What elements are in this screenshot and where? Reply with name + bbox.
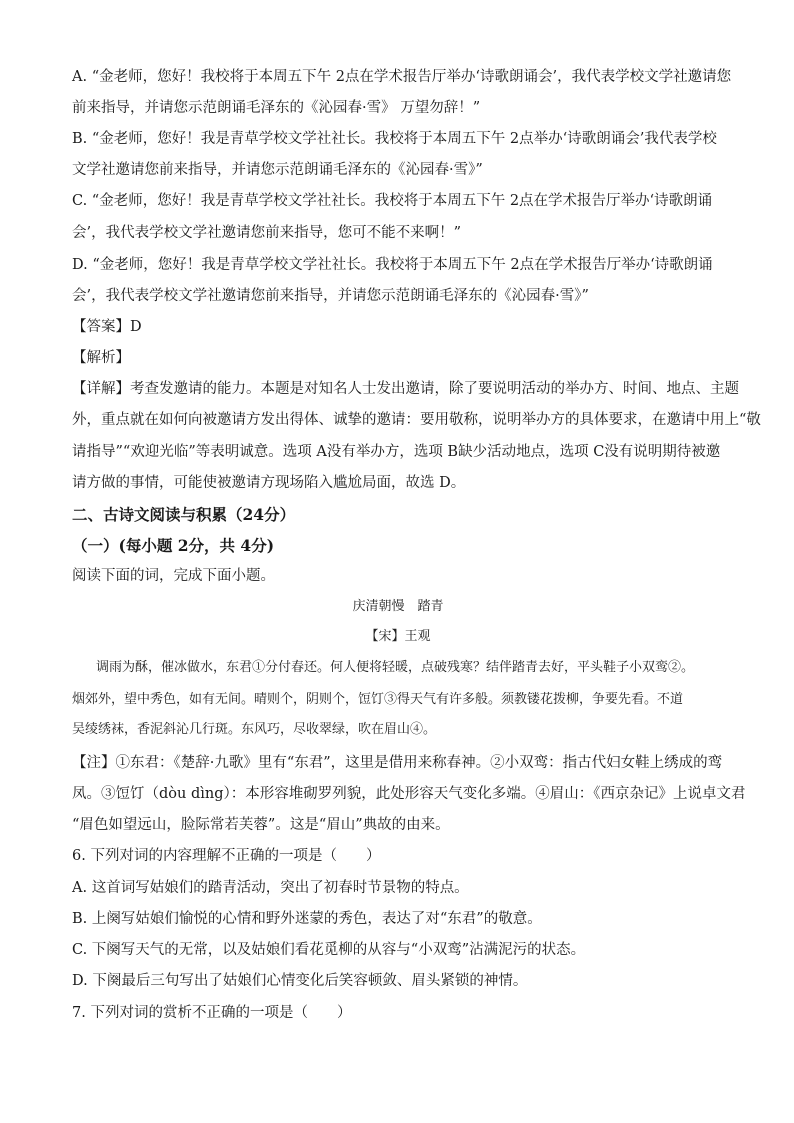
option-b-line-2: 文学社邀请您前来指导，并请您示范朗诵毛泽东的《沁园春·雪》” [72,162,483,178]
option-c-line-2: 会’，我代表学校文学社邀请您前来指导，您可不能不来啊！” [72,225,462,241]
option-c-line-1: C. “金老师，您好！我是青草学校文学社社长。我校将于本周五下午 2点在学术报告厅举办‘诗歌朗诵 [72,193,713,209]
option-a-line-1: A. “金老师，您好！我校将于本周五下午 2点在学术报告厅举办‘诗歌朗诵会’，我代表学校文学社邀请您 [72,69,732,85]
poem-line-1: 调雨为酥，催冰做水，东君①分付春还。何人便将轻暖，点破残寒？结伴踏青去好，平头鞋子小双鸾②。 [96,660,695,675]
question-6-option-b: B. 上阕写姑娘们愉悦的心情和野外迷蒙的秀色，表达了对“东君”的敬意。 [72,911,542,927]
explanation-line-1: 【详解】考查发邀请的能力。本题是对知名人士发出邀请，除了要说明活动的举办方、时间、地点、主题 [72,381,739,397]
question-6-stem: 6. 下列对词的内容理解不正确的一项是（ ） [72,848,381,864]
answer-line: 【答案】D [72,319,142,335]
poem-author: 【宋】王观 [365,629,431,644]
section-title: 二、古诗文阅读与积累（24分） [72,505,296,524]
explanation-line-4: 请方做的事情，可能使被邀请方现场陷入尴尬局面，故选 D。 [72,475,466,491]
question-6-option-d: D. 下阕最后三句写出了姑娘们心情变化后笑容顿敛、眉头紧锁的神情。 [72,973,528,989]
poem-line-3: 吴绫绣袜，香泥斜沁几行斑。东风巧，尽收翠绿，吹在眉山④。 [72,722,437,737]
analysis-label: 【解析】 [72,350,130,366]
explanation-line-2: 外，重点就在如何向被邀请方发出得体、诚挚的邀请：要用敬称，说明举办方的具体要求，在邀请中用上“敬 [72,412,761,428]
notes-line-1: 【注】①东君：《楚辞·九歌》里有“东君”，这里是借用来称春神。②小双鸾：指古代妇女鞋上绣成的鸾 [72,755,723,771]
poem-title: 庆清朝慢 踏青 [352,599,444,614]
option-d-line-1: D. “金老师，您好！我是青草学校文学社社长。我校将于本周五下午 2点在学术报告厅举办‘诗歌朗诵 [72,257,713,273]
poem-line-2: 烟郊外，望中秀色，如有无间。晴则个，阴则个，饾饤③得天气有许多般。须教镂花拨柳，争要先看。不道 [72,692,684,707]
option-a-line-2: 前来指导，并请您示范朗诵毛泽东的《沁园春·雪》 万望勿辞！” [72,100,481,116]
option-b-line-1: B. “金老师，您好！我是青草学校文学社社长。我校将于本周五下午 2点举办‘诗歌朗诵会’我代表学校 [72,131,717,147]
explanation-line-3: 请指导”“欢迎光临”等表明诚意。选项 A没有举办方，选项 B缺少活动地点，选项 C没有说明期待被邀 [72,444,721,460]
notes-line-2: 凤。③饾饤（dòu dìng）：本形容堆砌罗列貌，此处形容天气变化多端。④眉山：《西京杂记》上说卓文君 [72,786,746,802]
option-d-line-2: 会’，我代表学校文学社邀请您前来指导，并请您示范朗诵毛泽东的《沁园春·雪》” [72,288,589,304]
question-7-stem: 7. 下列对词的赏析不正确的一项是（ ） [72,1005,352,1021]
question-6-option-c: C. 下阕写天气的无常，以及姑娘们看花觅柳的从容与“小双鸾”沾满泥污的状态。 [72,942,586,958]
instruction: 阅读下面的词，完成下面小题。 [72,568,275,584]
notes-line-3: “眉色如望远山，脸际常若芙蓉”。这是“眉山”典故的由来。 [72,817,450,833]
subsection-title: （一）(每小题 2分，共 4分) [72,536,275,555]
question-6-option-a: A. 这首词写姑娘们的踏青活动，突出了初春时节景物的特点。 [72,880,469,896]
